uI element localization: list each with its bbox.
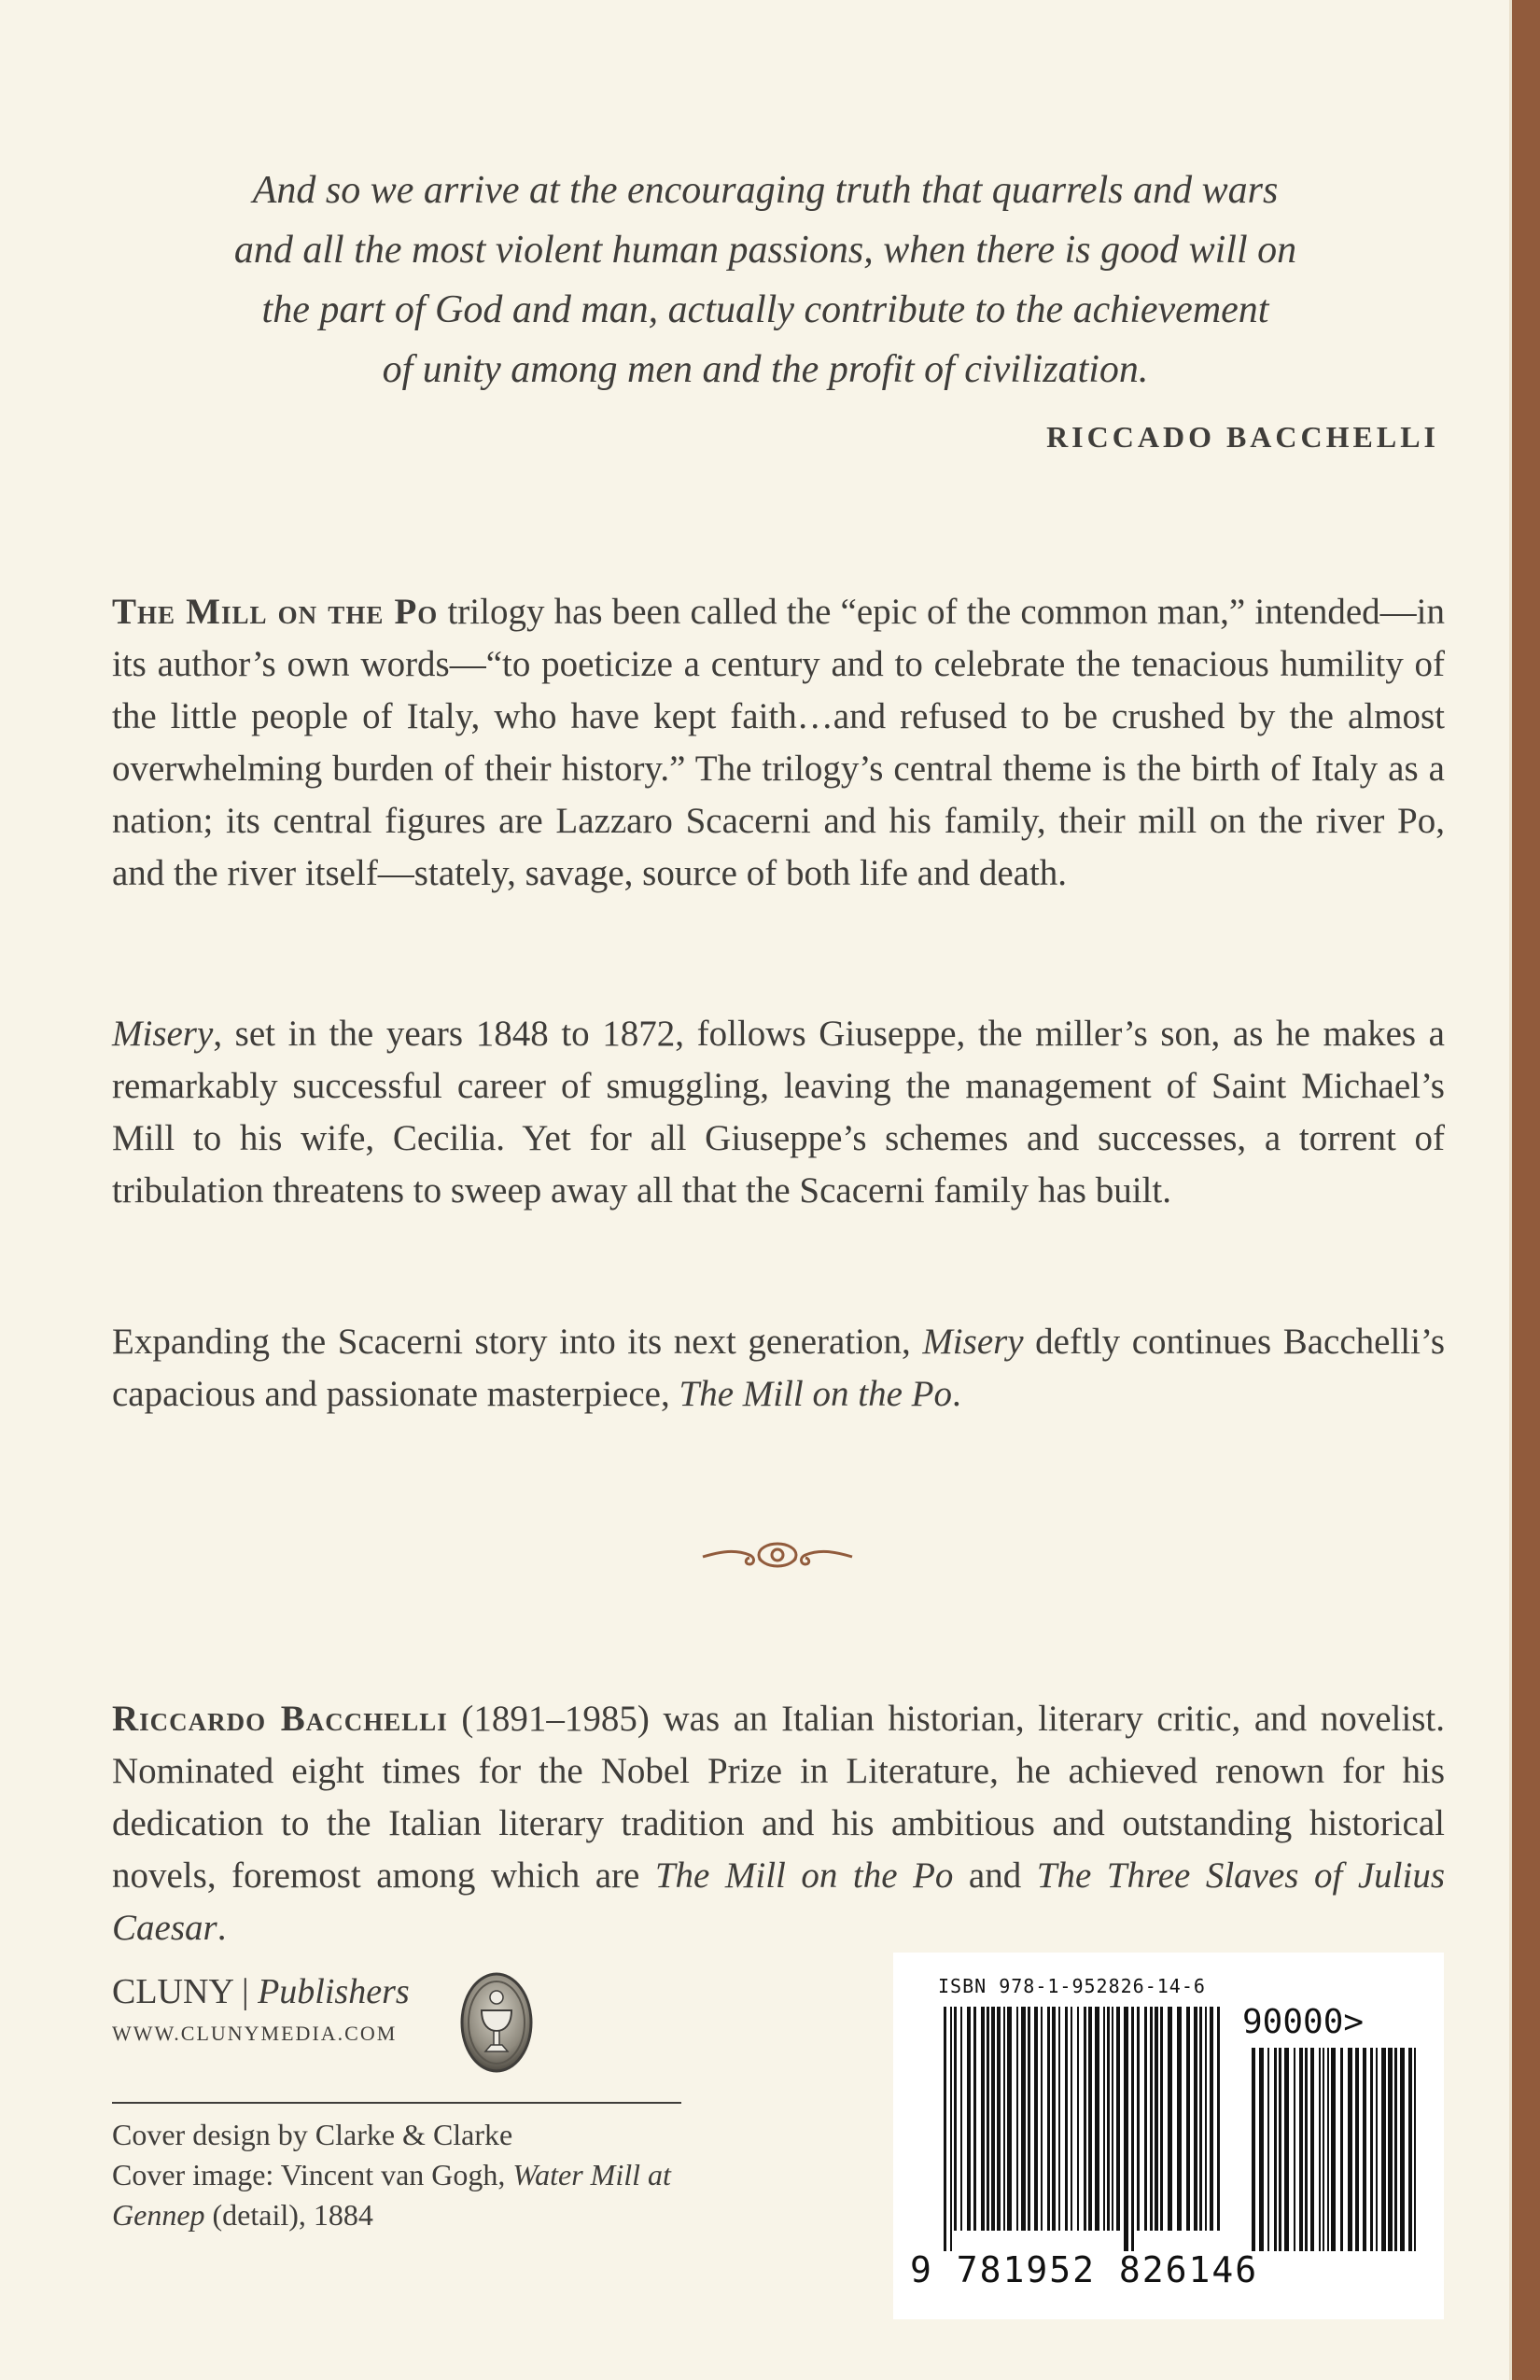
barcode-bar <box>1084 2007 1086 2231</box>
epigraph-author: RICCADO BACCHELLI <box>1046 420 1439 454</box>
series-title: The Mill on the Po <box>679 1374 952 1414</box>
barcode-bar <box>991 2007 995 2231</box>
bio-text: and <box>953 1855 1037 1896</box>
barcode-bar <box>1131 2007 1134 2251</box>
barcode-bar <box>1284 2048 1289 2251</box>
publisher-tag: Publishers <box>258 1972 410 2011</box>
barcode-bar <box>973 2007 976 2231</box>
barcode-bar <box>1252 2048 1255 2251</box>
paragraph-text: trilogy has been called the “epic of the common man,” intended—in its author’s own words—“to poeticize a century and to celebrate the tenacious humility of the little people of Italy, who have kept faith…and refused to be crushed by the almost overwhelming burden of their history.” The trilogy’s central theme is the birth of Italy as a nation; its central figures are Lazzaro Scacerni and his family, their mill on the river Po, and the river itself—stately, savage, source of both life and death. <box>112 592 1446 893</box>
barcode-bar <box>1007 2007 1012 2231</box>
paragraph-text: deftly continues Bacchelli’s capacious and passionate masterpiece, <box>112 1322 1445 1414</box>
barcode-bar <box>967 2007 971 2231</box>
barcode-bar <box>1034 2007 1038 2231</box>
flourish-ornament-icon <box>698 1533 857 1579</box>
barcode-bar <box>1394 2048 1397 2251</box>
barcode-bar <box>1199 2007 1202 2231</box>
barcode-bar <box>1294 2048 1295 2251</box>
barcode-bar <box>1088 2007 1092 2231</box>
barcode-bar <box>1186 2007 1190 2231</box>
barcode-bar <box>1210 2007 1213 2231</box>
chalice-seal-icon <box>459 1971 534 2074</box>
barcode-bar <box>1047 2007 1050 2231</box>
credit-text: Cover image: Vincent van Gogh, <box>112 2158 513 2191</box>
barcode-bar <box>1267 2048 1269 2251</box>
barcode-bar <box>1016 2007 1018 2231</box>
series-title: The Mill on the Po <box>112 592 439 632</box>
barcode-bar <box>1177 2007 1182 2231</box>
barcode-bar <box>1259 2048 1264 2251</box>
barcode-bar <box>1071 2007 1072 2231</box>
barcode-bar <box>960 2007 962 2231</box>
paragraph-text: , set in the years 1848 to 1872, follows Giuseppe, the miller’s son, as he makes a remarkably successful career of smuggling, leaving the management of Saint Michael’s Mill to his wife, Cecilia. Yet for all Giuseppe’s schemes and successes, a torrent of tribulation threatens to sweep away all that the Scacerni family has built. <box>112 1014 1445 1211</box>
barcode-bar <box>1077 2007 1079 2231</box>
barcode-bar <box>1274 2048 1277 2251</box>
barcode-bar <box>1388 2048 1393 2251</box>
barcode-bar <box>1279 2048 1281 2251</box>
barcode-bar <box>1144 2007 1147 2231</box>
paragraph-end: . <box>951 1374 961 1414</box>
publisher-url[interactable]: WWW.CLUNYMEDIA.COM <box>112 2022 398 2045</box>
barcode-bar <box>1052 2007 1056 2231</box>
barcode-bar <box>1217 2007 1220 2231</box>
barcode-bar <box>997 2007 1001 2231</box>
barcode-bar <box>1348 2048 1352 2251</box>
description-paragraph-3 <box>112 1316 1445 1421</box>
barcode-bar <box>1194 2007 1197 2231</box>
barcode-bar <box>1305 2048 1308 2251</box>
paragraph-text: Expanding the Scacerni story into its next generation, <box>112 1322 923 1362</box>
publisher-separator: | <box>232 1972 259 2011</box>
spine-color-strip <box>1512 0 1540 2380</box>
barcode-bar <box>1327 2048 1329 2251</box>
bio-text: (1891–1985) was an Italian historian, literary critic, and novelist. Nominated eight times for the Nobel Prize in Literature, he achieved renown for his dedication to the Italian literary tradition and his ambitious and outstanding historical novels, foremost among which are <box>112 1699 1445 1896</box>
barcode-bar <box>1310 2048 1314 2251</box>
barcode-bar <box>1168 2007 1172 2231</box>
credit-text: (detail), 1884 <box>204 2198 373 2232</box>
barcode-bar <box>1363 2048 1366 2251</box>
book-title: The Three Slaves of Julius Caesar <box>112 1855 1446 1948</box>
barcode-bar <box>954 2007 957 2231</box>
barcode-bar <box>1003 2007 1005 2231</box>
epigraph-quote <box>187 161 1344 399</box>
description-paragraph-2 <box>112 1008 1445 1217</box>
bio-end: . <box>217 1908 227 1948</box>
barcode-bar <box>1155 2007 1158 2231</box>
barcode-bar <box>1137 2007 1140 2231</box>
barcode-bar <box>981 2007 985 2231</box>
barcode-bar <box>987 2007 989 2231</box>
barcode-bar <box>1414 2048 1416 2251</box>
barcode-bar <box>1021 2007 1026 2231</box>
barcode-bar <box>1107 2007 1110 2231</box>
credit-line-image <box>112 2155 728 2235</box>
epigraph-line: And so we arrive at the encouraging truth that quarrels and wars <box>252 169 1279 212</box>
barcode-bar <box>1381 2048 1386 2251</box>
cover-credits <box>112 2115 728 2235</box>
barcode-bar <box>1340 2048 1343 2251</box>
barcode-bar <box>1408 2048 1412 2251</box>
credit-divider <box>112 2102 681 2104</box>
barcode-bar <box>1112 2007 1113 2231</box>
price-code: 90000> <box>1242 2003 1365 2041</box>
barcode-bar <box>1103 2007 1105 2231</box>
epigraph-line: the part of God and man, actually contribute to the achievement <box>261 288 1269 331</box>
barcode-bar <box>944 2007 946 2251</box>
artwork-title: Water Mill at Gennep <box>112 2158 671 2232</box>
book-title: Misery <box>922 1322 1024 1362</box>
barcode-bar <box>1150 2007 1153 2231</box>
barcode-bar <box>1041 2007 1043 2231</box>
barcode-bar <box>1205 2007 1207 2231</box>
epigraph-line: of unity among men and the profit of civilization. <box>382 348 1149 391</box>
description-paragraph-1 <box>112 586 1445 900</box>
author-name: Riccardo Bacchelli <box>112 1699 448 1739</box>
barcode-bar <box>1058 2007 1060 2231</box>
book-title: The Mill on the Po <box>654 1855 954 1896</box>
isbn-barcode <box>893 1953 1444 2319</box>
epigraph-line: and all the most violent human passions, when there is good will on <box>233 229 1297 272</box>
credit-line-design: Cover design by Clarke & Clarke <box>112 2118 513 2151</box>
barcode-bar <box>1331 2048 1336 2251</box>
publisher-wordmark: CLUNY <box>112 1972 233 2011</box>
barcode-bar <box>950 2007 952 2251</box>
barcode-bar <box>1124 2007 1128 2251</box>
barcode-bar <box>1370 2048 1373 2251</box>
barcode-bar <box>1299 2048 1303 2251</box>
book-title: Misery <box>112 1014 214 1054</box>
barcode-bar <box>1065 2007 1068 2231</box>
barcode-bar <box>1323 2048 1324 2251</box>
barcode-bar <box>1376 2048 1378 2251</box>
barcode-bar <box>1095 2007 1099 2231</box>
barcode-bar <box>1116 2007 1120 2231</box>
barcode-bar <box>1355 2048 1359 2251</box>
author-bio <box>112 1693 1445 1954</box>
addon-barcode-bars <box>1252 2048 1420 2251</box>
ean-barcode-bars <box>944 2007 1224 2251</box>
barcode-bar <box>1400 2048 1405 2251</box>
barcode-bar <box>1160 2007 1163 2231</box>
ean-digits: 9 781952 826146 <box>910 2249 1259 2290</box>
isbn-number: ISBN 978-1-952826-14-6 <box>938 1975 1206 1997</box>
barcode-bar <box>1028 2007 1030 2231</box>
barcode-bar <box>1319 2048 1321 2251</box>
